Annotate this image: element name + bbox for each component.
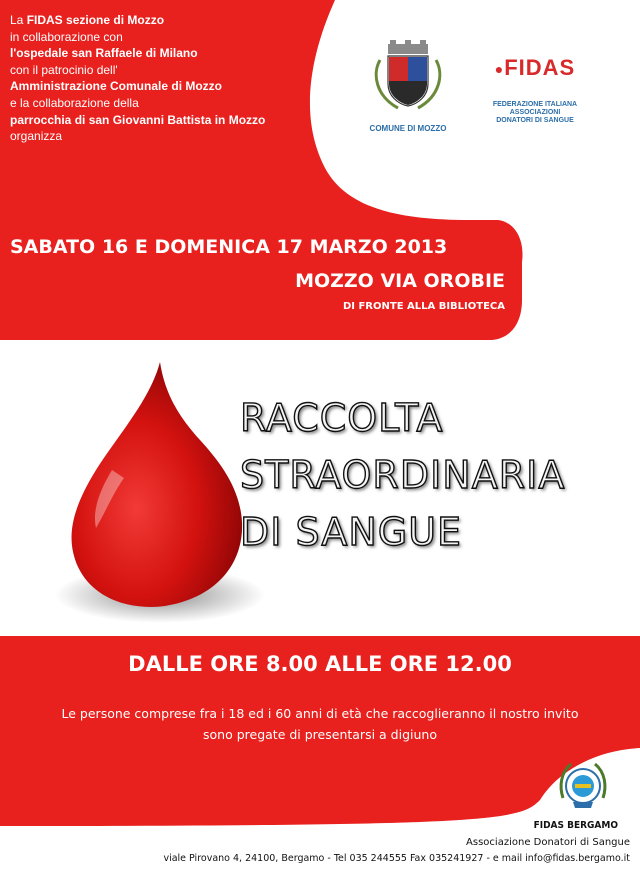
event-date: SABATO 16 E DOMENICA 17 MARZO 2013 bbox=[10, 236, 448, 258]
intro-line-3: l'ospedale san Raffaele di Milano bbox=[10, 46, 198, 61]
emblem-icon bbox=[555, 758, 611, 814]
intro-fidas-mozzo: FIDAS sezione di Mozzo bbox=[26, 13, 165, 27]
footer-subtitle: Associazione Donatori di Sangue bbox=[466, 837, 630, 848]
intro-line-8: organizza bbox=[10, 129, 63, 144]
event-place: MOZZO VIA OROBIE bbox=[295, 270, 505, 292]
fidas-line-2: ASSOCIAZIONI bbox=[509, 109, 561, 116]
note-line-1: Le persone comprese fra i 18 ed i 60 anni di età che raccoglieranno il nostro invito bbox=[61, 706, 579, 721]
intro-prefix: La bbox=[10, 13, 27, 27]
comune-logo bbox=[358, 40, 458, 140]
title-line-1: RACCOLTA bbox=[240, 396, 444, 440]
fidas-bergamo-emblem bbox=[555, 758, 611, 814]
eligibility-note bbox=[0, 703, 640, 745]
intro-block bbox=[10, 12, 320, 145]
comune-label: COMUNE DI MOZZO bbox=[369, 124, 447, 133]
fidas-wordmark bbox=[480, 55, 590, 81]
fidas-logo bbox=[480, 55, 590, 125]
intro-line-7: parrocchia di san Giovanni Battista in Mozzo bbox=[10, 112, 266, 127]
intro-line-4: con il patrocinio dell' bbox=[10, 62, 118, 77]
note-line-2: sono pregate di presentarsi a digiuno bbox=[203, 727, 437, 742]
footer-address: viale Pirovano 4, 24100, Bergamo - Tel 035 244555 Fax 035241927 - e mail info@fidas.bergamo.it bbox=[163, 853, 630, 864]
coat-of-arms-icon bbox=[358, 40, 458, 110]
title-line-3: DI SANGUE bbox=[240, 510, 463, 554]
intro-line-2: in collaborazione con bbox=[10, 29, 123, 44]
hours-heading: DALLE ORE 8.00 ALLE ORE 12.00 bbox=[128, 652, 512, 676]
fidas-line-3: DONATORI DI SANGUE bbox=[496, 117, 574, 124]
blood-drop bbox=[72, 362, 243, 607]
title-line-2: STRAORDINARIA bbox=[240, 453, 566, 497]
intro-line-5: Amministrazione Comunale di Mozzo bbox=[10, 79, 223, 94]
fidas-word: FIDAS bbox=[504, 55, 576, 80]
event-info bbox=[10, 236, 505, 312]
event-place-detail: DI FRONTE ALLA BIBLIOTECA bbox=[342, 301, 505, 312]
fidas-drop-icon: ● bbox=[494, 61, 505, 78]
fidas-line-1: FEDERAZIONE ITALIANA bbox=[492, 101, 578, 108]
footer-org: FIDAS BERGAMO bbox=[533, 820, 618, 831]
intro-line-1 bbox=[10, 12, 320, 29]
main-title bbox=[240, 390, 565, 561]
intro-line-6: e la collaborazione della bbox=[10, 95, 139, 110]
